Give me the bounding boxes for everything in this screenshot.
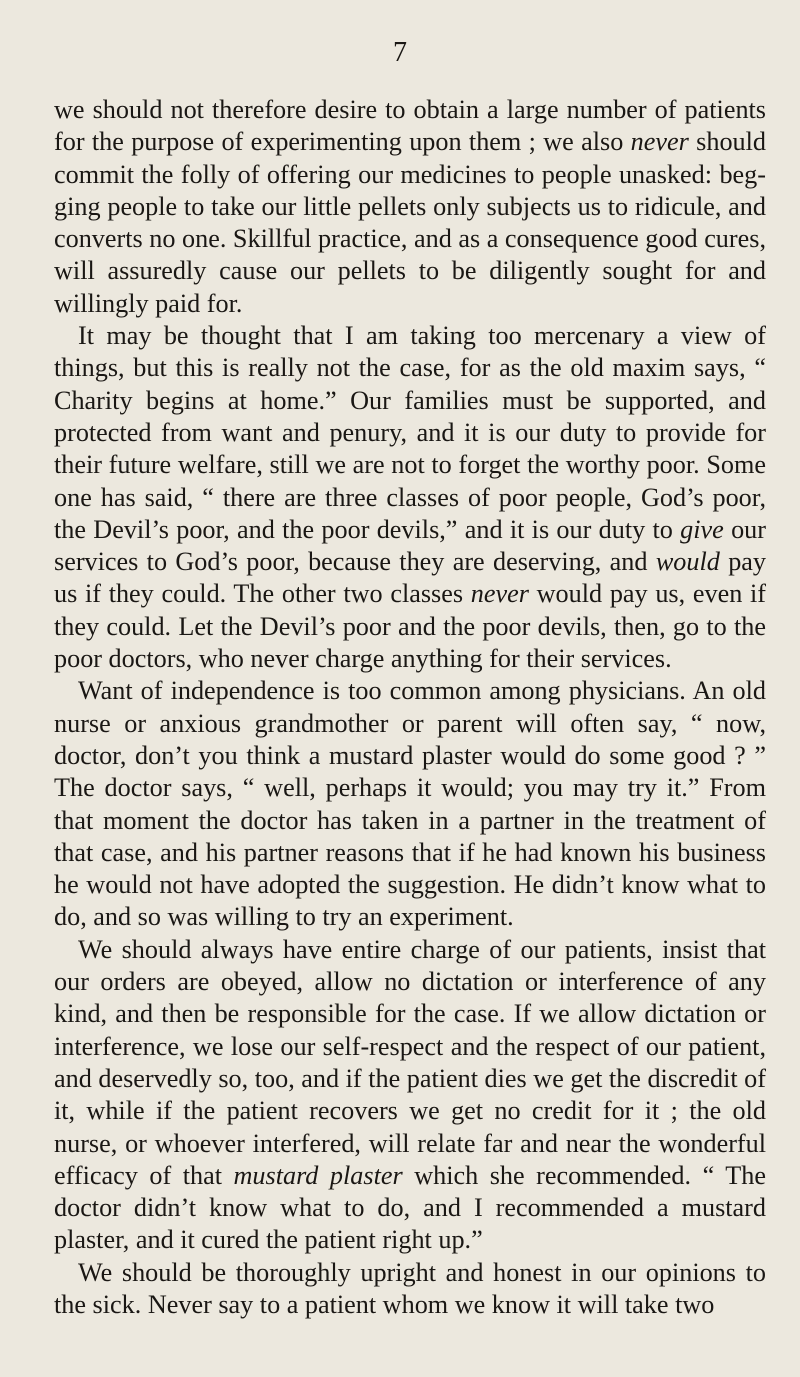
text-run: which she recommended. “ The doctor didn’t know what to do, and I recommended a mustard plaster, and it cured the patient right up.” — [54, 1160, 766, 1255]
paragraph — [54, 675, 766, 933]
page-number: 7 — [393, 37, 407, 68]
italic-text: mustard plaster — [233, 1160, 403, 1190]
paragraph — [54, 94, 766, 320]
text-run: pay us if they could. The other two classes — [54, 547, 766, 609]
text-run: should commit the folly of offering our medicines to people unasked: begging people to take our little pellets only subjects us to ridicule, and converts no one. Skillful practice, and as a consequence good cures, will assuredly cause our pellets to be diligently sought for and willingly paid for. — [54, 127, 766, 318]
text-run: would pay us, even if they could. Let the Devil’s poor and the poor devils, then, go to the poor doctors, who never charge anything for their services. — [54, 579, 766, 674]
text-run: Want of independence is too common among physicians. An old nurse or anxious grandmother or parent will often say, “ now, doctor, don’t you think a mustard plaster would do some good ? ” The doctor says, “ well, perhaps it would; you may try it.” From that moment the doctor has taken in a partner in the treatment of that case, and his partner reasons that if he had known his business he would not have adopted the suggestion. He didn’t know what to do, and so was willing to try an experiment. — [54, 676, 766, 932]
italic-text: give — [680, 514, 724, 544]
italic-text: never — [630, 127, 689, 157]
body-text — [54, 94, 766, 1321]
paragraph — [54, 320, 766, 675]
italic-text: never — [470, 579, 529, 609]
paragraph — [54, 934, 766, 1257]
text-run: We should always have entire charge of our patients, insist that our orders are obeyed, allow no dictation or interference of any kind, and then be responsible for the case. If we allow dictation or interference, we lose our self-respect and the respect of our patient, and deservedly so, too, and if the patient dies we get the discredit of it, while if the patient recovers we get no credit for it ; the old nurse, or whoever interfered, will relate far and near the wonderful efficacy of that — [54, 934, 766, 1190]
text-run: It may be thought that I am taking too mercenary a view of things, but this is really not the case, for as the old maxim says, “ Charity begins at home.” Our families must be supported, and protected from want and penury, and it is our duty to provide for their future welfare, still we are not to forget the worthy poor. Some one has said, “ there are three classes of poor people, God’s poor, the Devil’s poor, and the poor devils,” and it is our duty to — [54, 321, 766, 544]
paragraph — [54, 1257, 766, 1322]
text-run: We should be thoroughly upright and honest in our opinions to the sick. Never say to a patient whom we know it will take two — [54, 1257, 766, 1319]
text-run: our services to God’s poor, because they are deserving, and — [54, 514, 766, 577]
text-run: we should not therefore desire to obtain a large number of patients for the purpose of experimenting upon them ; we also — [54, 95, 766, 157]
italic-text: would — [655, 547, 720, 577]
